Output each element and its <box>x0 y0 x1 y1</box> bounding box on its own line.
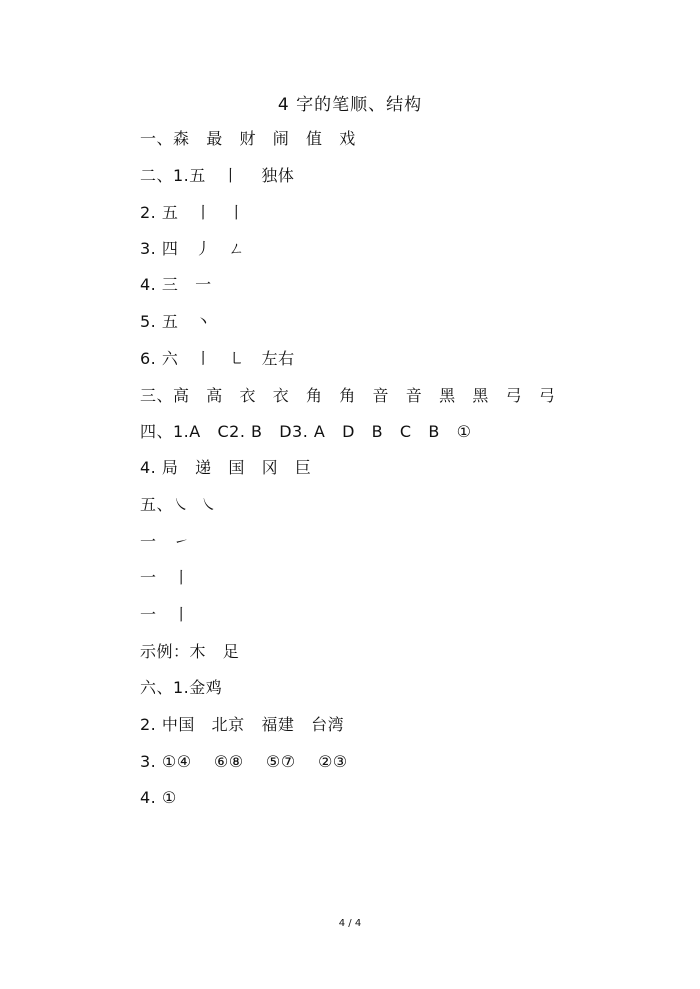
answer-line-6: 5. 五 丶 <box>140 312 212 331</box>
answer-line-3: 2. 五 丨 丨 <box>140 203 245 222</box>
answer-line-1: 一、森 最 财 闹 值 戏 <box>140 129 356 148</box>
answer-line-5: 4. 三 一 <box>140 275 212 294</box>
answer-line-2: 二、1.五 丨 独体 <box>140 166 295 185</box>
answer-line-16: 六、1.金鸡 <box>140 678 223 697</box>
answer-line-8: 三、高 高 衣 衣 角 角 音 音 黑 黑 弓 弓 <box>140 386 556 405</box>
page-title: 4 字的笔顺、结构 <box>277 95 423 115</box>
answer-line-13: 一 丨 <box>140 568 190 587</box>
answer-line-15: 示例：木 足 <box>140 642 240 661</box>
answer-line-4: 3. 四 丿 ㄥ <box>140 239 245 258</box>
answer-line-10: 4. 局 递 国 冈 巨 <box>140 458 312 477</box>
answer-line-17: 2. 中国 北京 福建 台湾 <box>140 715 345 734</box>
answer-line-19: 4. ① <box>140 788 177 807</box>
answer-line-7: 6. 六 ㇑ ㇄ 左右 <box>140 349 295 368</box>
page-number: 4 / 4 <box>338 918 362 929</box>
answer-line-9: 四、1.A C2. B D3. A D B C B ① <box>140 422 472 441</box>
answer-line-18: 3. ①④ ⑥⑧ ⑤⑦ ②③ <box>140 752 348 771</box>
answer-line-12: 一 ㇀ <box>140 532 190 551</box>
answer-line-11: 五、㇏ ㇏ <box>140 495 218 514</box>
answer-line-14: 一 丨 <box>140 605 190 624</box>
